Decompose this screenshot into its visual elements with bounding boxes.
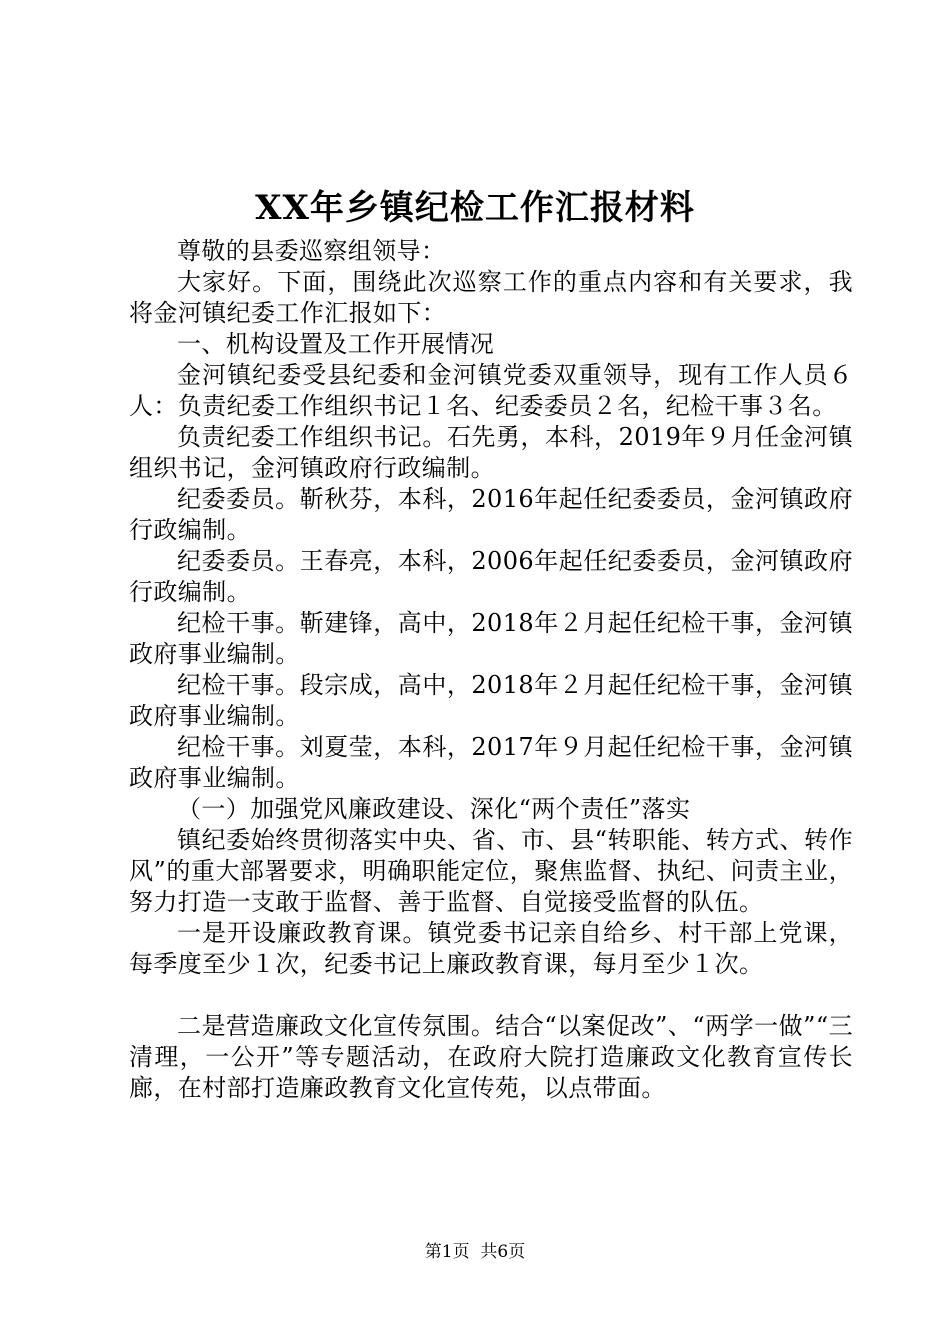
- paragraph: 镇纪委始终贯彻落实中央、省、市、县“转职能、转方式、转作风”的重大部署要求，明确职能定位，聚焦监督、执纪、问责主业，努力打造一支敢于监督、善于监督、自觉接受监督的队伍。: [129, 826, 853, 916]
- page-number: 第1页: [424, 1242, 470, 1262]
- paragraph: 负责纪委工作组织书记。石先勇，本科，2019年９月任金河镇组织书记，金河镇政府行政编制。: [129, 423, 853, 482]
- paragraph: 二是营造廉政文化宣传氛围。结合“以案促改”、“两学一做”“三清理，一公开”等专题活动，在政府大院打造廉政文化教育宣传长廊，在村部打造廉政教育文化宣传苑，以点带面。: [129, 1012, 853, 1102]
- paragraph-salutation: 尊敬的县委巡察组领导：: [177, 237, 446, 265]
- paragraph: 纪检干事。段宗成，高中，2018年２月起任纪检干事，金河镇政府事业编制。: [129, 671, 853, 730]
- document-title: XX年乡镇纪检工作汇报材料: [255, 188, 695, 228]
- page-footer: [0, 1240, 950, 1264]
- paragraph: 纪检干事。刘夏莹，本科，2017年９月起任纪检干事，金河镇政府事业编制。: [129, 733, 853, 792]
- paragraph: 纪委委员。靳秋芬，本科，2016年起任纪委委员，金河镇政府行政编制。: [129, 485, 853, 544]
- paragraph-intro: 大家好。下面，围绕此次巡察工作的重点内容和有关要求，我将金河镇纪委工作汇报如下：: [129, 268, 853, 327]
- paragraph: 一是开设廉政教育课。镇党委书记亲自给乡、村干部上党课，每季度至少１次，纪委书记上廉政教育课，每月至少１次。: [129, 919, 853, 978]
- subsection-heading: （一）加强党风廉政建设、深化“两个责任”落实: [177, 795, 691, 823]
- document-body: [129, 236, 853, 1104]
- paragraph: 纪委委员。王春亮，本科，2006年起任纪委委员，金河镇政府行政编制。: [129, 547, 853, 606]
- page-total: 共6页: [480, 1242, 526, 1262]
- paragraph: 金河镇纪委受县纪委和金河镇党委双重领导，现有工作人员６人：负责纪委工作组织书记１名、纪委委员２名，纪检干事３名。: [129, 361, 853, 420]
- paragraph: 纪检干事。靳建锋，高中，2018年２月起任纪检干事，金河镇政府事业编制。: [129, 609, 853, 668]
- section-heading: 一、机构设置及工作开展情况: [177, 330, 495, 358]
